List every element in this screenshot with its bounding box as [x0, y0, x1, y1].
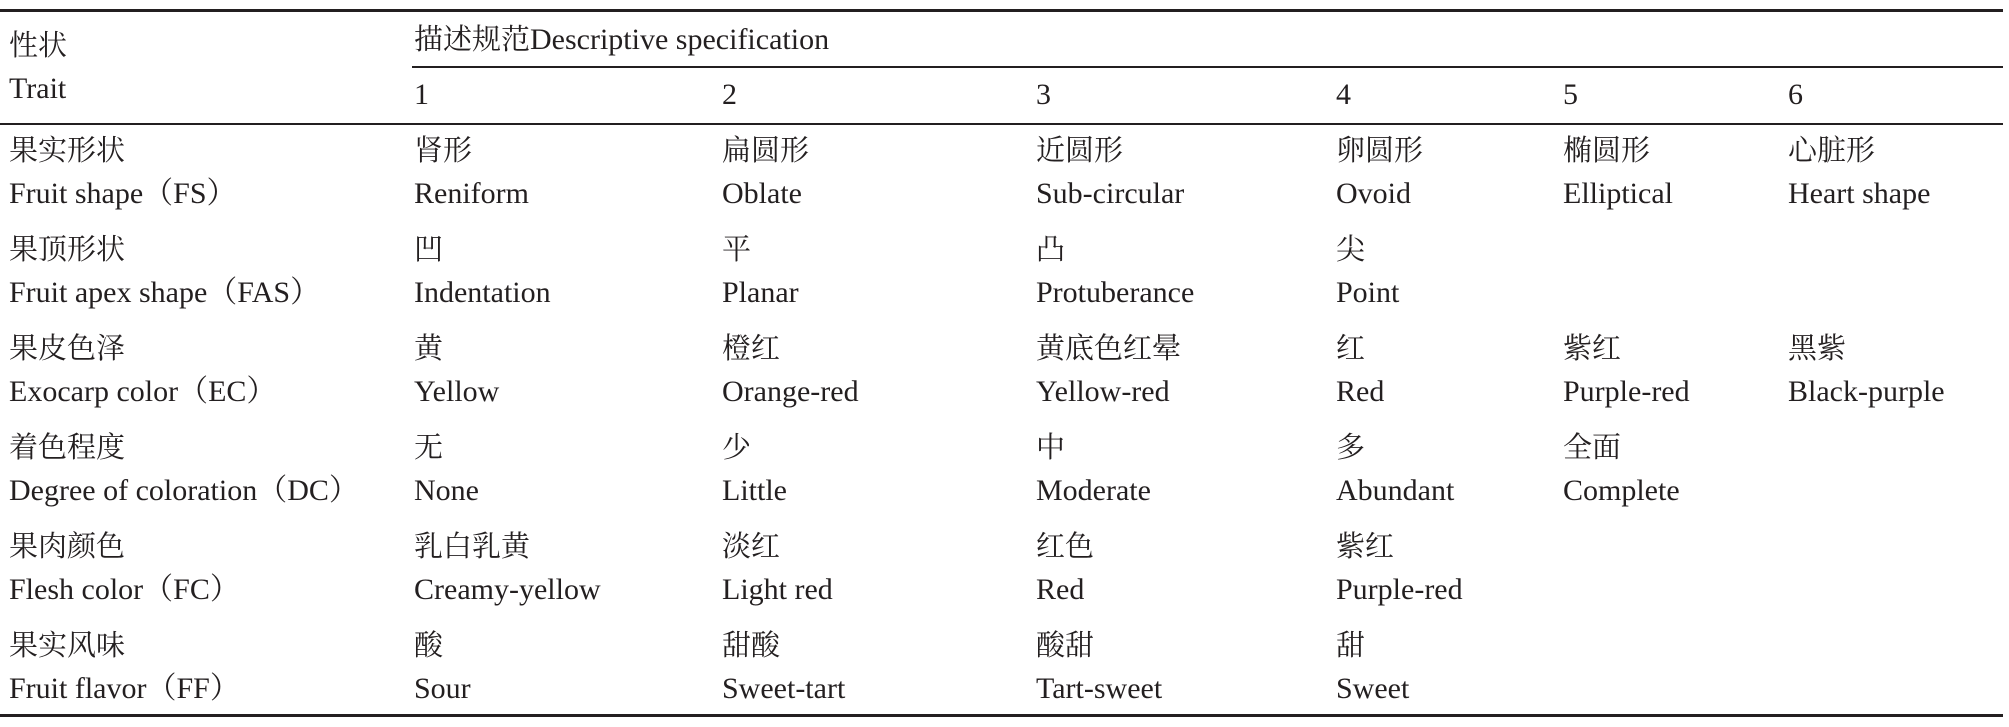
row-trait-en: Fruit flavor（FF）: [9, 672, 240, 705]
cell-value-zh: 乳白乳黄: [414, 529, 531, 563]
cell-value-zh: 肾形: [414, 133, 473, 167]
header-level-5: 5: [1563, 78, 1578, 111]
row-trait-zh: 果实形状: [9, 133, 126, 167]
cell-value-zh: 尖: [1336, 232, 1366, 266]
cell-value-zh: 无: [414, 430, 444, 464]
cell-value-en: Little: [722, 474, 787, 507]
cell-value-en: Complete: [1563, 474, 1680, 507]
row-trait-en: Fruit shape（FS）: [9, 177, 237, 210]
cell-value-zh: 淡红: [722, 529, 781, 563]
header-spec-zh: 描述规范: [414, 22, 531, 56]
cell-value-en: Oblate: [722, 177, 802, 210]
cell-value-zh: 酸甜: [1036, 628, 1095, 662]
cell-value-en: Sweet: [1336, 672, 1410, 705]
cell-value-en: Reniform: [414, 177, 529, 210]
row-trait-en: Fruit apex shape（FAS）: [9, 276, 321, 309]
header-spec: [414, 21, 829, 58]
cell-value-en: Yellow-red: [1036, 375, 1170, 408]
cell-value-en: Black-purple: [1788, 375, 1945, 408]
cell-value-zh: 扁圆形: [722, 133, 810, 167]
header-spec-en: Descriptive specification: [530, 23, 830, 56]
cell-value-zh: 心脏形: [1788, 133, 1876, 167]
top-rule: [0, 9, 2003, 12]
header-sub-rule: [412, 66, 2003, 68]
cell-value-zh: 红: [1336, 331, 1366, 365]
cell-value-zh: 多: [1336, 430, 1366, 464]
cell-value-en: Purple-red: [1563, 375, 1690, 408]
cell-value-en: Red: [1036, 573, 1085, 606]
cell-value-en: Indentation: [414, 276, 551, 309]
header-bottom-rule: [0, 123, 2003, 125]
header-trait-en: Trait: [9, 72, 67, 105]
cell-value-en: Elliptical: [1563, 177, 1673, 210]
row-trait-en: Flesh color（FC）: [9, 573, 240, 606]
cell-value-en: Sub-circular: [1036, 177, 1185, 210]
cell-value-en: None: [414, 474, 479, 507]
cell-value-zh: 少: [722, 430, 752, 464]
cell-value-zh: 红色: [1036, 529, 1095, 563]
cell-value-zh: 黄: [414, 331, 444, 365]
cell-value-zh: 酸: [414, 628, 444, 662]
row-trait-zh: 果皮色泽: [9, 331, 126, 365]
cell-value-en: Ovoid: [1336, 177, 1411, 210]
cell-value-en: Heart shape: [1788, 177, 1931, 210]
header-level-3: 3: [1036, 78, 1051, 111]
header-level-6: 6: [1788, 78, 1803, 111]
cell-value-en: Sweet-tart: [722, 672, 846, 705]
row-trait-zh: 着色程度: [9, 430, 126, 464]
cell-value-zh: 卵圆形: [1336, 133, 1424, 167]
cell-value-zh: 中: [1036, 430, 1066, 464]
cell-value-en: Sour: [414, 672, 471, 705]
cell-value-en: Orange-red: [722, 375, 859, 408]
cell-value-en: Light red: [722, 573, 833, 606]
cell-value-en: Tart-sweet: [1036, 672, 1163, 705]
cell-value-en: Yellow: [414, 375, 500, 408]
cell-value-zh: 黑紫: [1788, 331, 1847, 365]
cell-value-zh: 凹: [414, 232, 444, 266]
header-level-2: 2: [722, 78, 737, 111]
cell-value-en: Red: [1336, 375, 1385, 408]
cell-value-zh: 甜: [1336, 628, 1366, 662]
row-trait-en: Exocarp color（EC）: [9, 375, 277, 408]
cell-value-zh: 椭圆形: [1563, 133, 1651, 167]
cell-value-zh: 平: [722, 232, 752, 266]
row-trait-en: Degree of coloration（DC）: [9, 474, 359, 507]
cell-value-zh: 甜酸: [722, 628, 781, 662]
row-trait-zh: 果肉颜色: [9, 529, 126, 563]
cell-value-en: Creamy-yellow: [414, 573, 601, 606]
cell-value-zh: 黄底色红晕: [1036, 331, 1182, 365]
bottom-rule: [0, 714, 2003, 717]
cell-value-zh: 全面: [1563, 430, 1622, 464]
row-trait-zh: 果顶形状: [9, 232, 126, 266]
cell-value-zh: 近圆形: [1036, 133, 1124, 167]
cell-value-en: Purple-red: [1336, 573, 1463, 606]
cell-value-zh: 凸: [1036, 232, 1066, 266]
cell-value-en: Abundant: [1336, 474, 1455, 507]
cell-value-en: Planar: [722, 276, 799, 309]
cell-value-zh: 紫红: [1336, 529, 1395, 563]
cell-value-en: Point: [1336, 276, 1400, 309]
header-trait-zh: 性状: [9, 28, 68, 62]
cell-value-zh: 橙红: [722, 331, 781, 365]
header-level-4: 4: [1336, 78, 1351, 111]
cell-value-en: Moderate: [1036, 474, 1151, 507]
header-level-1: 1: [414, 78, 429, 111]
row-trait-zh: 果实风味: [9, 628, 126, 662]
cell-value-zh: 紫红: [1563, 331, 1622, 365]
cell-value-en: Protuberance: [1036, 276, 1195, 309]
